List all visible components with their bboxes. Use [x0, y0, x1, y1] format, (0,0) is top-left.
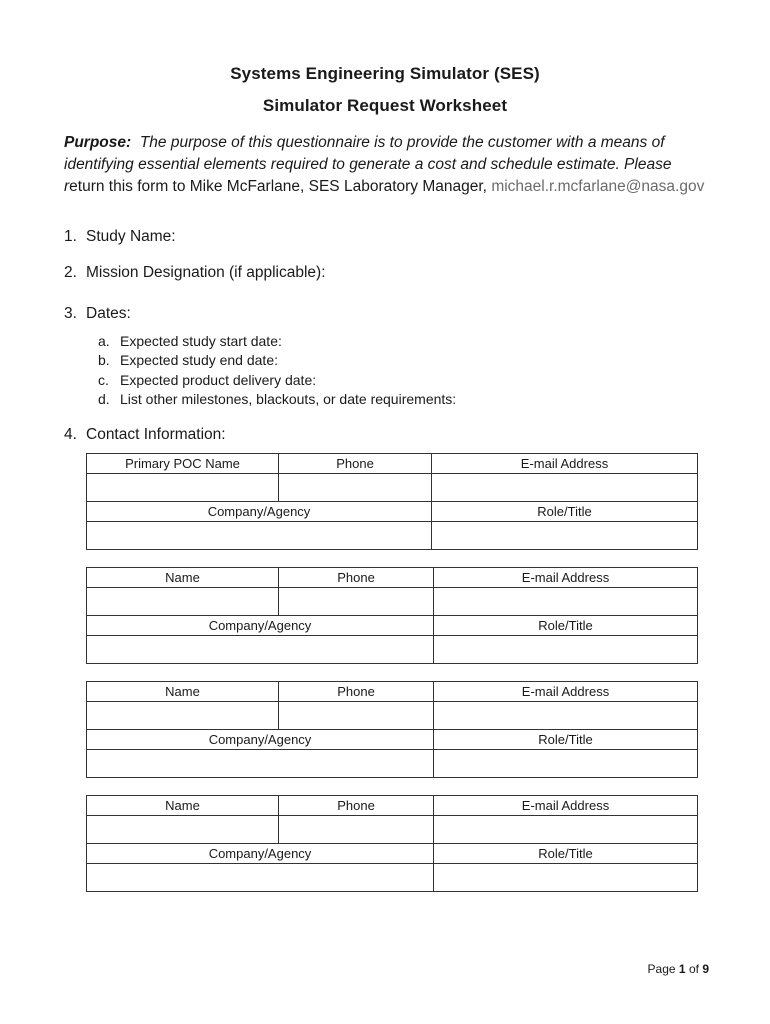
total-pages: 9 [702, 962, 709, 976]
name-field[interactable] [87, 816, 279, 844]
item-dates [64, 305, 131, 323]
purpose-italic-text: The purpose of this questionnaire is to provide the customer with a means of identifying essential elements required to generate a cost and schedule estimate. Please r [64, 134, 672, 195]
company-header: Company/Agency [87, 730, 434, 750]
page-word: Page [647, 962, 676, 976]
name-field[interactable] [87, 702, 279, 730]
table-input-row [87, 636, 698, 664]
contact-table-2 [86, 567, 698, 664]
item-label: Contact Information: [86, 426, 226, 443]
role-header: Role/Title [434, 844, 698, 864]
table-header-row [87, 844, 698, 864]
name-header: Name [87, 796, 279, 816]
document-subtitle: Simulator Request Worksheet [262, 96, 508, 115]
email-field[interactable] [432, 474, 698, 502]
role-field[interactable] [432, 522, 698, 550]
item-label: Dates: [86, 305, 131, 322]
document-title: Systems Engineering Simulator (SES) [230, 64, 540, 83]
company-field[interactable] [87, 750, 434, 778]
table-header-row [87, 682, 698, 702]
company-field[interactable] [87, 636, 434, 664]
email-field[interactable] [434, 588, 698, 616]
email-header: E-mail Address [434, 568, 698, 588]
table-header-row [87, 502, 698, 522]
item-mission-designation [64, 264, 326, 282]
sub-letter: d. [98, 390, 110, 407]
company-header: Company/Agency [87, 616, 434, 636]
role-header: Role/Title [432, 502, 698, 522]
phone-header: Phone [279, 796, 434, 816]
table-header-row [87, 730, 698, 750]
date-delivery-item [98, 371, 456, 390]
name-field[interactable] [87, 588, 279, 616]
table-input-row [87, 816, 698, 844]
page-number [648, 962, 709, 976]
name-header: Name [87, 682, 279, 702]
table-header-row [87, 796, 698, 816]
phone-field[interactable] [279, 816, 434, 844]
table-header-row [87, 568, 698, 588]
name-field[interactable] [87, 474, 279, 502]
item-label: Study Name: [86, 228, 176, 245]
contact-table-primary [86, 453, 698, 550]
table-input-row [87, 864, 698, 892]
company-field[interactable] [87, 864, 434, 892]
sub-label: List other milestones, blackouts, or date requirements: [120, 390, 457, 407]
phone-field[interactable] [279, 702, 434, 730]
purpose-plain-text: eturn this form to Mike McFarlane, SES Laboratory Manager, [69, 178, 492, 195]
item-label: Mission Designation (if applicable): [86, 264, 326, 281]
email-header: E-mail Address [432, 454, 698, 474]
item-number: 1. [64, 228, 77, 245]
role-field[interactable] [434, 636, 698, 664]
role-field[interactable] [434, 750, 698, 778]
email-header: E-mail Address [434, 682, 698, 702]
email-header: E-mail Address [434, 796, 698, 816]
phone-field[interactable] [279, 588, 434, 616]
sub-letter: b. [98, 352, 110, 369]
table-header-row [87, 454, 698, 474]
current-page: 1 [678, 962, 686, 976]
item-contact-information [64, 426, 226, 444]
phone-field[interactable] [279, 474, 432, 502]
table-input-row [87, 474, 698, 502]
purpose-paragraph [64, 132, 714, 198]
sub-label: Expected study end date: [120, 352, 278, 369]
table-header-row [87, 616, 698, 636]
table-input-row [87, 750, 698, 778]
role-header: Role/Title [434, 616, 698, 636]
contact-table-4 [86, 795, 698, 892]
sub-letter: a. [98, 333, 110, 349]
sub-label: Expected product delivery date: [120, 371, 317, 388]
table-input-row [87, 702, 698, 730]
contact-email-link[interactable]: michael.r.mcfarlane@nasa.gov [491, 178, 705, 195]
phone-header: Phone [279, 454, 432, 474]
date-end-item [98, 351, 456, 370]
purpose-label: Purpose: [64, 134, 132, 151]
sub-letter: c. [98, 371, 109, 388]
company-field[interactable] [87, 522, 432, 550]
of-word: of [688, 962, 699, 976]
table-input-row [87, 522, 698, 550]
table-input-row [87, 588, 698, 616]
name-header: Name [87, 568, 279, 588]
sub-label: Expected study start date: [120, 333, 282, 349]
date-start-item [98, 332, 456, 351]
company-header: Company/Agency [87, 502, 432, 522]
date-milestones-item [98, 390, 456, 409]
item-study-name [64, 228, 176, 246]
name-header: Primary POC Name [87, 454, 279, 474]
item-number: 2. [64, 264, 77, 281]
role-field[interactable] [434, 864, 698, 892]
dates-sublist [98, 332, 456, 409]
role-header: Role/Title [434, 730, 698, 750]
item-number: 4. [64, 426, 77, 443]
email-field[interactable] [434, 702, 698, 730]
phone-header: Phone [279, 682, 434, 702]
email-field[interactable] [434, 816, 698, 844]
item-number: 3. [64, 305, 77, 322]
phone-header: Phone [279, 568, 434, 588]
company-header: Company/Agency [87, 844, 434, 864]
contact-table-3 [86, 681, 698, 778]
